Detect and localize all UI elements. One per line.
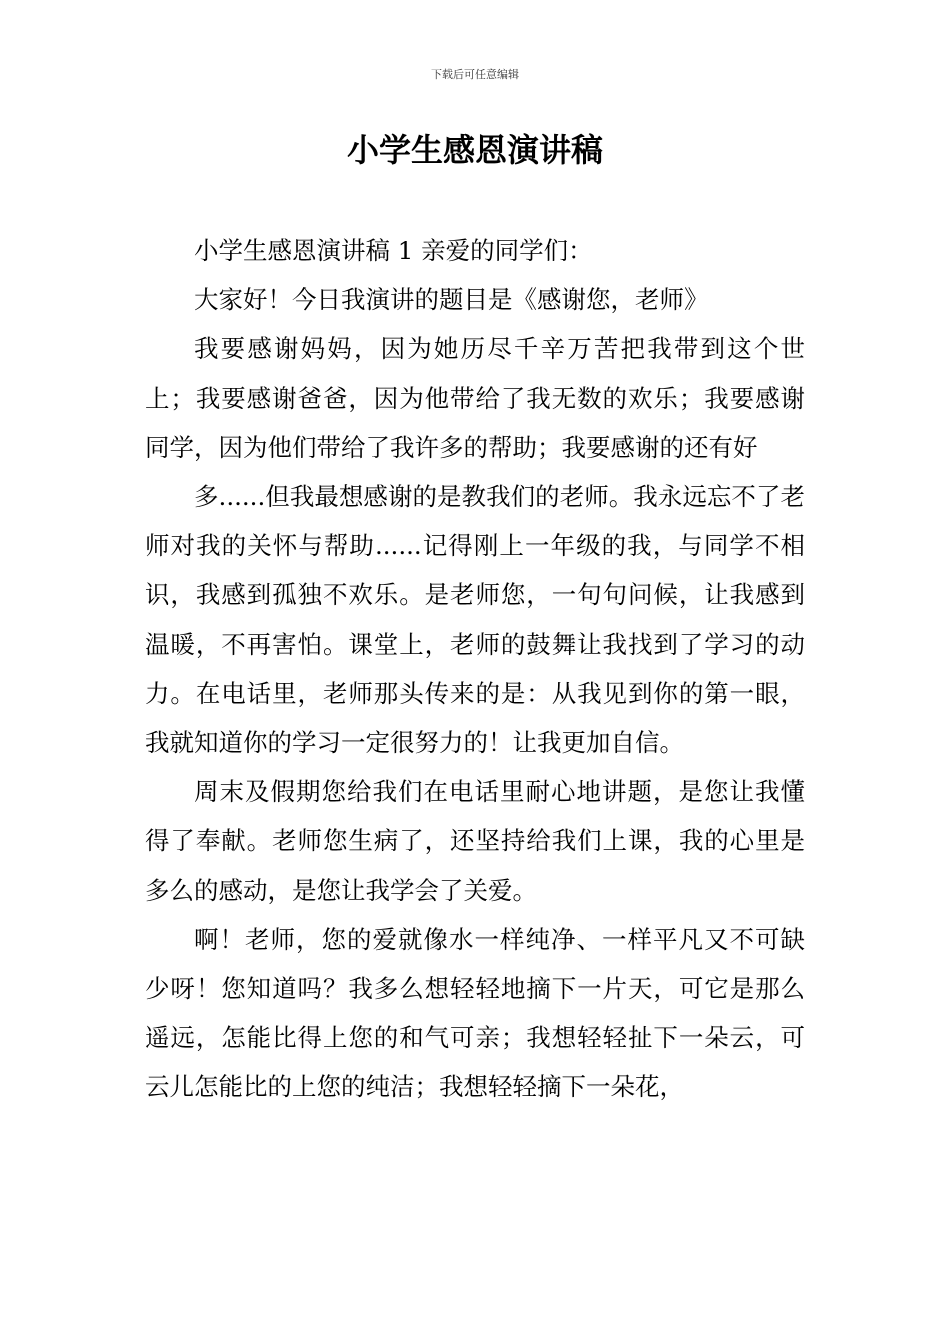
paragraph-praise: 啊！老师，您的爱就像水一样纯净、一样平凡又不可缺少呀！您知道吗？我多么想轻轻地摘下一片天，可它是那么遥远，怎能比得上您的和气可亲；我想轻轻扯下一朵云，可云儿怎能比的上您的纯洁；我想轻轻摘下一朵花， [145, 924, 805, 1102]
header-note: 下载后可任意编辑 [431, 68, 519, 81]
paragraph-greeting: 小学生感恩演讲稿 1 亲爱的同学们： [194, 236, 593, 265]
paragraph-thanks-family: 我要感谢妈妈，因为她历尽千辛万苦把我带到这个世上；我要感谢爸爸，因为他带给了我无数的欢乐；我要感谢同学，因为他们带给了我许多的帮助；我要感谢的还有好 [145, 334, 805, 462]
paragraph-weekend: 周末及假期您给我们在电话里耐心地讲题，是您让我懂得了奉献。老师您生病了，还坚持给我们上课，我的心里是多么的感动，是您让我学会了关爱。 [145, 777, 805, 905]
document-title: 小学生感恩演讲稿 [346, 131, 603, 169]
paragraph-thanks-teacher: 多......但我最想感谢的是教我们的老师。我永远忘不了老师对我的关怀与帮助......记得刚上一年级的我，与同学不相识，我感到孤独不欢乐。是老师您，一句句问候，让我感到温暖，不再害怕。课堂上，老师的鼓舞让我找到了学习的动力。在电话里，老师那头传来的是：从我见到你的第一眼，我就知道你的学习一定很努力的！让我更加自信。 [145, 482, 805, 758]
paragraph-topic: 大家好！今日我演讲的题目是《感谢您，老师》 [194, 285, 709, 315]
document-body [145, 226, 805, 1112]
